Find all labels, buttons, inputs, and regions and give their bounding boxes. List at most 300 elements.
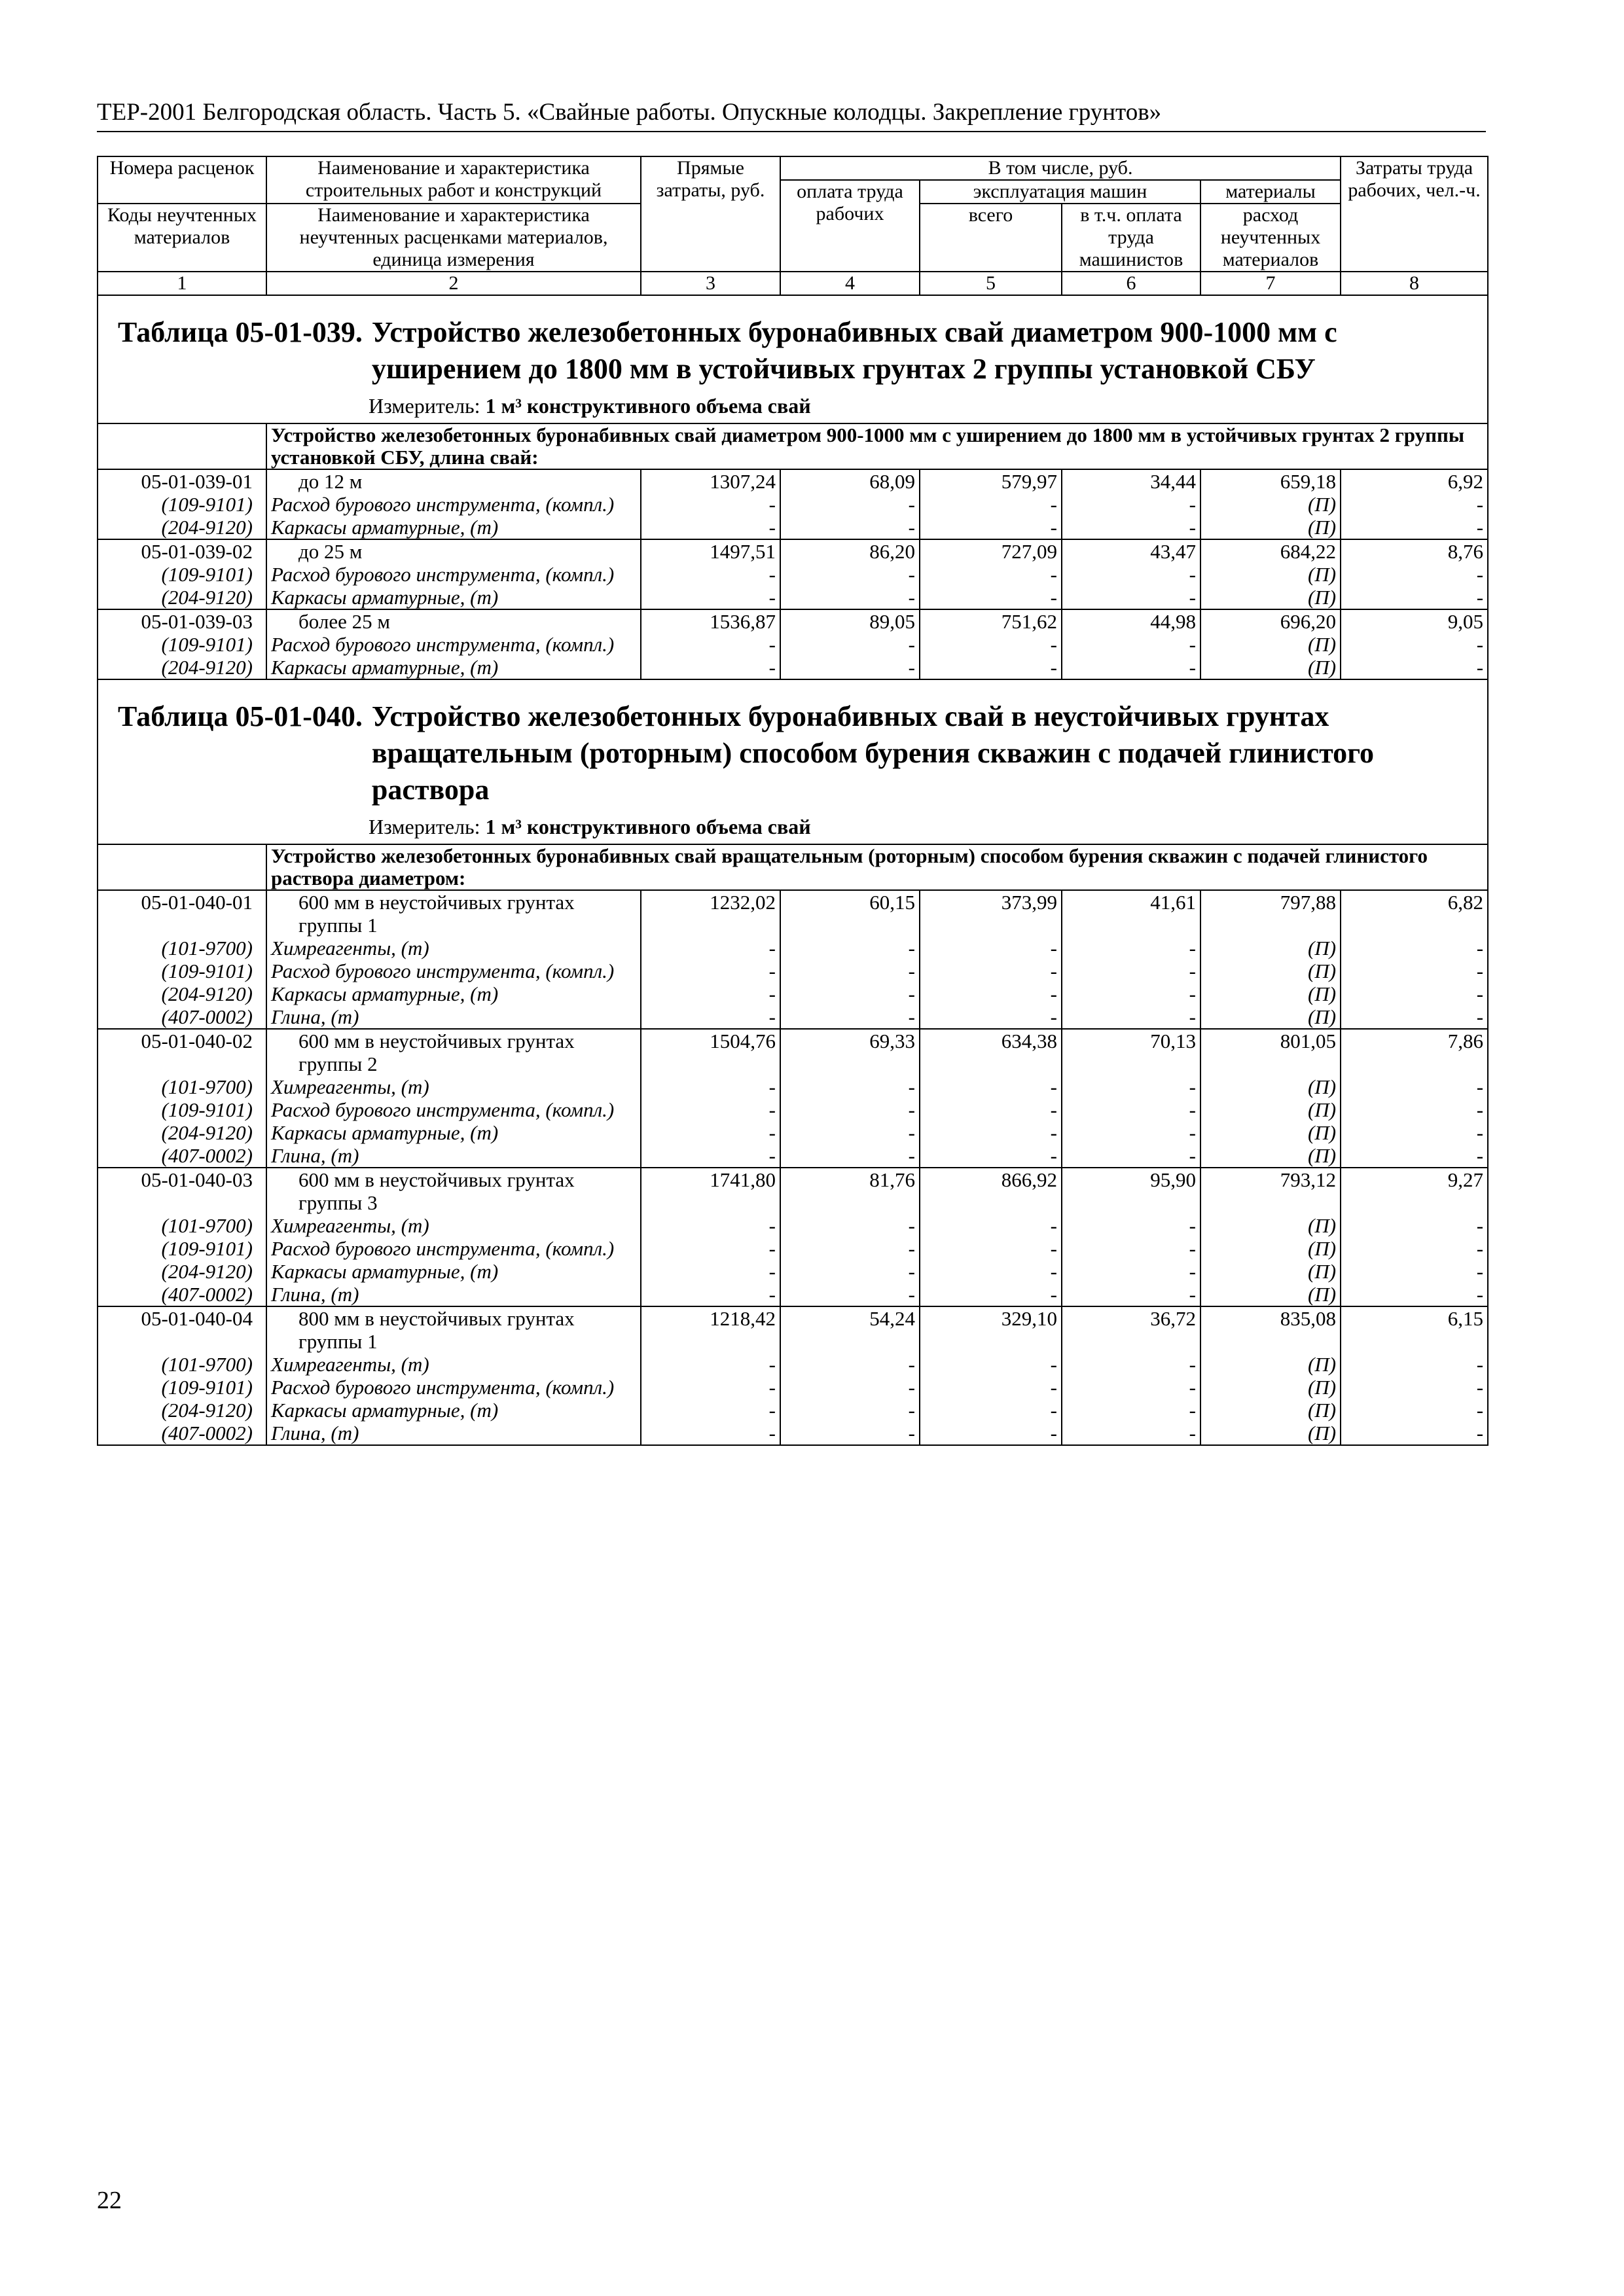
direct-costs-cell: - — [641, 1237, 780, 1260]
machine-total-cell: 751,62 — [920, 609, 1062, 633]
table-number: Таблица 05-01-039. — [118, 316, 363, 348]
table-header — [98, 156, 1488, 295]
direct-costs-cell: - — [641, 656, 780, 679]
direct-costs-cell: - — [641, 960, 780, 982]
materials-cell: (П) — [1200, 633, 1341, 656]
worker-wages-cell: - — [780, 1075, 920, 1098]
material-code: (109-9101) — [98, 1237, 266, 1260]
page-number: 22 — [97, 2187, 122, 2214]
rate-code: 05-01-040-01 — [98, 890, 266, 937]
worker-wages-cell: - — [780, 982, 920, 1005]
machine-total-cell: - — [920, 937, 1062, 960]
materials-cell: (П) — [1200, 960, 1341, 982]
direct-costs-cell: 1536,87 — [641, 609, 780, 633]
material-name: Глина, (т) — [266, 1005, 641, 1029]
labor-costs-cell: - — [1341, 1075, 1488, 1098]
rate-row — [98, 1168, 1488, 1214]
direct-costs-cell: 1232,02 — [641, 890, 780, 937]
measure-unit — [118, 393, 1468, 419]
materials-cell: (П) — [1200, 1399, 1341, 1422]
rate-row — [98, 539, 1488, 563]
header-rate-numbers: Номера расценок — [98, 156, 266, 204]
materials-cell: (П) — [1200, 1144, 1341, 1168]
machinist-wages-cell: - — [1062, 1422, 1200, 1445]
machine-total-cell: - — [920, 1144, 1062, 1168]
labor-costs-cell: - — [1341, 1422, 1488, 1445]
machinist-wages-cell: 95,90 — [1062, 1168, 1200, 1214]
material-name: Каркасы арматурные, (т) — [266, 1121, 641, 1144]
materials-cell: (П) — [1200, 493, 1341, 516]
worker-wages-cell: 89,05 — [780, 609, 920, 633]
machinist-wages-cell: - — [1062, 1376, 1200, 1399]
worker-wages-cell: 81,76 — [780, 1168, 920, 1214]
labor-costs-cell: 9,27 — [1341, 1168, 1488, 1214]
material-name: Расход бурового инструмента, (компл.) — [266, 493, 641, 516]
materials-cell: (П) — [1200, 982, 1341, 1005]
material-code: (101-9700) — [98, 1075, 266, 1098]
direct-costs-cell: 1307,24 — [641, 469, 780, 493]
machinist-wages-cell: 70,13 — [1062, 1029, 1200, 1075]
measure-label: Измеритель: — [369, 815, 480, 838]
worker-wages-cell: - — [780, 516, 920, 539]
material-row — [98, 1422, 1488, 1445]
materials-cell: (П) — [1200, 656, 1341, 679]
labor-costs-cell: 8,76 — [1341, 539, 1488, 563]
machine-total-cell: - — [920, 1214, 1062, 1237]
rate-name: 600 мм в неустойчивых грунтах группы 2 — [266, 1029, 641, 1075]
worker-wages-cell: - — [780, 1376, 920, 1399]
material-row — [98, 982, 1488, 1005]
material-row — [98, 1075, 1488, 1098]
material-name: Расход бурового инструмента, (компл.) — [266, 563, 641, 586]
material-code: (407-0002) — [98, 1005, 266, 1029]
labor-costs-cell: - — [1341, 656, 1488, 679]
materials-cell: (П) — [1200, 563, 1341, 586]
worker-wages-cell: - — [780, 1399, 920, 1422]
group-blank-cell — [98, 423, 266, 469]
worker-wages-cell: - — [780, 1144, 920, 1168]
direct-costs-cell: - — [641, 1283, 780, 1306]
header-machinist-wages: в т.ч. оплата труда машинистов — [1062, 204, 1200, 272]
worker-wages-cell: - — [780, 937, 920, 960]
material-name: Каркасы арматурные, (т) — [266, 1260, 641, 1283]
worker-wages-cell: - — [780, 493, 920, 516]
group-blank-cell — [98, 844, 266, 890]
material-row — [98, 1399, 1488, 1422]
machine-total-cell: 579,97 — [920, 469, 1062, 493]
material-code: (407-0002) — [98, 1144, 266, 1168]
material-code: (204-9120) — [98, 656, 266, 679]
machinist-wages-cell: - — [1062, 656, 1200, 679]
machine-total-cell: - — [920, 563, 1062, 586]
column-number: 5 — [920, 272, 1062, 295]
material-code: (204-9120) — [98, 516, 266, 539]
worker-wages-cell: - — [780, 1422, 920, 1445]
worker-wages-cell: - — [780, 1005, 920, 1029]
direct-costs-cell: 1497,51 — [641, 539, 780, 563]
direct-costs-cell: - — [641, 982, 780, 1005]
machine-total-cell: - — [920, 1422, 1062, 1445]
machinist-wages-cell: - — [1062, 1144, 1200, 1168]
materials-cell: (П) — [1200, 586, 1341, 609]
machine-total-cell: - — [920, 656, 1062, 679]
material-row — [98, 1005, 1488, 1029]
material-row — [98, 937, 1488, 960]
materials-cell: 684,22 — [1200, 539, 1341, 563]
machine-total-cell: - — [920, 1098, 1062, 1121]
rate-row — [98, 1029, 1488, 1075]
material-code: (204-9120) — [98, 1399, 266, 1422]
header-including: В том числе, руб. — [780, 156, 1341, 180]
rate-code: 05-01-039-02 — [98, 539, 266, 563]
measure-unit — [118, 814, 1468, 840]
materials-cell: (П) — [1200, 1283, 1341, 1306]
labor-costs-cell: - — [1341, 1214, 1488, 1237]
labor-costs-cell: - — [1341, 1353, 1488, 1376]
materials-cell: (П) — [1200, 1237, 1341, 1260]
table-section-05-01-039 — [98, 295, 1488, 679]
material-row — [98, 1144, 1488, 1168]
material-row — [98, 1121, 1488, 1144]
material-code: (204-9120) — [98, 1121, 266, 1144]
material-code: (407-0002) — [98, 1283, 266, 1306]
worker-wages-cell: 54,24 — [780, 1306, 920, 1353]
header-machine-operation: эксплуатация машин — [920, 180, 1200, 204]
material-name: Каркасы арматурные, (т) — [266, 656, 641, 679]
worker-wages-cell: - — [780, 1353, 920, 1376]
measure-value: 1 м³ конструктивного объема свай — [485, 815, 811, 838]
table-title — [118, 698, 1468, 808]
material-code: (101-9700) — [98, 1214, 266, 1237]
worker-wages-cell: - — [780, 563, 920, 586]
machine-total-cell: 727,09 — [920, 539, 1062, 563]
rate-code: 05-01-040-04 — [98, 1306, 266, 1353]
worker-wages-cell: 68,09 — [780, 469, 920, 493]
materials-cell: (П) — [1200, 1075, 1341, 1098]
material-name: Глина, (т) — [266, 1144, 641, 1168]
rate-name: 600 мм в неустойчивых грунтах группы 3 — [266, 1168, 641, 1214]
material-row — [98, 493, 1488, 516]
machine-total-cell: - — [920, 982, 1062, 1005]
machinist-wages-cell: - — [1062, 1399, 1200, 1422]
direct-costs-cell: 1504,76 — [641, 1029, 780, 1075]
machine-total-cell: 634,38 — [920, 1029, 1062, 1075]
material-row — [98, 516, 1488, 539]
material-name: Каркасы арматурные, (т) — [266, 982, 641, 1005]
machinist-wages-cell: 44,98 — [1062, 609, 1200, 633]
material-code: (204-9120) — [98, 586, 266, 609]
materials-cell: (П) — [1200, 1121, 1341, 1144]
machinist-wages-cell: - — [1062, 1283, 1200, 1306]
material-row — [98, 633, 1488, 656]
machine-total-cell: - — [920, 516, 1062, 539]
direct-costs-cell: - — [641, 516, 780, 539]
machinist-wages-cell: - — [1062, 937, 1200, 960]
materials-cell: (П) — [1200, 1422, 1341, 1445]
worker-wages-cell: - — [780, 1214, 920, 1237]
labor-costs-cell: - — [1341, 982, 1488, 1005]
worker-wages-cell: - — [780, 1098, 920, 1121]
material-row — [98, 1260, 1488, 1283]
material-row — [98, 1353, 1488, 1376]
labor-costs-cell: - — [1341, 1098, 1488, 1121]
direct-costs-cell: - — [641, 1260, 780, 1283]
material-name: Каркасы арматурные, (т) — [266, 1399, 641, 1422]
direct-costs-cell: - — [641, 1121, 780, 1144]
table-name: Устройство железобетонных буронабивных свай диаметром 900-1000 мм с уширением до 1800 мм в устойчивых грунтах 2 группы установкой СБУ — [371, 316, 1337, 385]
material-row — [98, 960, 1488, 982]
machine-total-cell: - — [920, 633, 1062, 656]
direct-costs-cell: - — [641, 1399, 780, 1422]
header-direct-costs: Прямые затраты, руб. — [641, 156, 780, 272]
material-code: (109-9101) — [98, 633, 266, 656]
labor-costs-cell: 6,15 — [1341, 1306, 1488, 1353]
machine-total-cell: - — [920, 1260, 1062, 1283]
labor-costs-cell: - — [1341, 516, 1488, 539]
labor-costs-cell: - — [1341, 1005, 1488, 1029]
material-name: Химреагенты, (т) — [266, 1075, 641, 1098]
rate-name: более 25 м — [266, 609, 641, 633]
material-row — [98, 1283, 1488, 1306]
column-number: 8 — [1341, 272, 1488, 295]
machine-total-cell: - — [920, 1283, 1062, 1306]
direct-costs-cell: - — [641, 1422, 780, 1445]
rate-code: 05-01-039-01 — [98, 469, 266, 493]
material-code: (407-0002) — [98, 1422, 266, 1445]
materials-cell: (П) — [1200, 937, 1341, 960]
labor-costs-cell: - — [1341, 1260, 1488, 1283]
material-row — [98, 1214, 1488, 1237]
material-row — [98, 1376, 1488, 1399]
machinist-wages-cell: - — [1062, 563, 1200, 586]
rate-name: до 12 м — [266, 469, 641, 493]
column-number: 2 — [266, 272, 641, 295]
group-heading: Устройство железобетонных буронабивных свай диаметром 900-1000 мм с уширением до 1800 мм в устойчивых грунтах 2 группы установкой СБУ, длина свай: — [266, 423, 1488, 469]
material-code: (101-9700) — [98, 937, 266, 960]
materials-cell: (П) — [1200, 1353, 1341, 1376]
direct-costs-cell: - — [641, 586, 780, 609]
machine-total-cell: - — [920, 493, 1062, 516]
machine-total-cell: 373,99 — [920, 890, 1062, 937]
rates-table — [97, 156, 1489, 1446]
direct-costs-cell: - — [641, 1353, 780, 1376]
header-worker-wages: оплата труда рабочих — [780, 180, 920, 272]
table-title — [118, 314, 1468, 387]
machinist-wages-cell: 41,61 — [1062, 890, 1200, 937]
table-title-row — [98, 679, 1488, 844]
labor-costs-cell: - — [1341, 1283, 1488, 1306]
materials-cell: (П) — [1200, 1214, 1341, 1237]
worker-wages-cell: - — [780, 656, 920, 679]
materials-cell: (П) — [1200, 1005, 1341, 1029]
direct-costs-cell: - — [641, 1376, 780, 1399]
labor-costs-cell: - — [1341, 1237, 1488, 1260]
machinist-wages-cell: - — [1062, 1121, 1200, 1144]
machinist-wages-cell: - — [1062, 1005, 1200, 1029]
material-name: Глина, (т) — [266, 1283, 641, 1306]
direct-costs-cell: 1218,42 — [641, 1306, 780, 1353]
materials-cell: 696,20 — [1200, 609, 1341, 633]
labor-costs-cell: - — [1341, 633, 1488, 656]
table-name: Устройство железобетонных буронабивных свай в неустойчивых грунтах вращательным (роторным) способом бурения скважин с подачей глинистого раствора — [371, 700, 1375, 806]
machine-total-cell: - — [920, 960, 1062, 982]
machine-total-cell: 866,92 — [920, 1168, 1062, 1214]
table-title-cell — [98, 679, 1488, 844]
material-name: Расход бурового инструмента, (компл.) — [266, 633, 641, 656]
column-number: 1 — [98, 272, 266, 295]
materials-cell: 797,88 — [1200, 890, 1341, 937]
machinist-wages-cell: - — [1062, 586, 1200, 609]
measure-label: Измеритель: — [369, 394, 480, 418]
direct-costs-cell: - — [641, 493, 780, 516]
machinist-wages-cell: - — [1062, 493, 1200, 516]
machinist-wages-cell: - — [1062, 633, 1200, 656]
worker-wages-cell: 60,15 — [780, 890, 920, 937]
machinist-wages-cell: - — [1062, 982, 1200, 1005]
machine-total-cell: - — [920, 1121, 1062, 1144]
material-code: (101-9700) — [98, 1353, 266, 1376]
material-code: (109-9101) — [98, 1098, 266, 1121]
rate-name: до 25 м — [266, 539, 641, 563]
worker-wages-cell: - — [780, 1283, 920, 1306]
direct-costs-cell: - — [641, 1075, 780, 1098]
material-name: Химреагенты, (т) — [266, 1214, 641, 1237]
column-number: 3 — [641, 272, 780, 295]
machine-total-cell: - — [920, 586, 1062, 609]
material-name: Глина, (т) — [266, 1422, 641, 1445]
materials-cell: 835,08 — [1200, 1306, 1341, 1353]
direct-costs-cell: - — [641, 1144, 780, 1168]
direct-costs-cell: - — [641, 633, 780, 656]
group-heading-row — [98, 844, 1488, 890]
direct-costs-cell: 1741,80 — [641, 1168, 780, 1214]
material-code: (204-9120) — [98, 1260, 266, 1283]
table-title-cell — [98, 295, 1488, 423]
direct-costs-cell: - — [641, 563, 780, 586]
worker-wages-cell: - — [780, 1121, 920, 1144]
material-name: Расход бурового инструмента, (компл.) — [266, 1098, 641, 1121]
machinist-wages-cell: 36,72 — [1062, 1306, 1200, 1353]
column-number: 7 — [1200, 272, 1341, 295]
materials-cell: 793,12 — [1200, 1168, 1341, 1214]
group-heading-row — [98, 423, 1488, 469]
rate-name: 600 мм в неустойчивых грунтах группы 1 — [266, 890, 641, 937]
direct-costs-cell: - — [641, 1214, 780, 1237]
machine-total-cell: - — [920, 1399, 1062, 1422]
machinist-wages-cell: - — [1062, 1098, 1200, 1121]
table-number: Таблица 05-01-040. — [118, 700, 363, 732]
labor-costs-cell: - — [1341, 493, 1488, 516]
material-row — [98, 586, 1488, 609]
rate-code: 05-01-039-03 — [98, 609, 266, 633]
material-code: (109-9101) — [98, 960, 266, 982]
rate-name: 800 мм в неустойчивых грунтах группы 1 — [266, 1306, 641, 1353]
table-title-row — [98, 295, 1488, 423]
labor-costs-cell: - — [1341, 563, 1488, 586]
page-header: ТЕР-2001 Белгородская область. Часть 5. «Свайные работы. Опускные колодцы. Закрепление грунтов» — [97, 97, 1486, 132]
material-row — [98, 656, 1488, 679]
materials-cell: (П) — [1200, 516, 1341, 539]
labor-costs-cell: 6,82 — [1341, 890, 1488, 937]
worker-wages-cell: - — [780, 633, 920, 656]
machinist-wages-cell: - — [1062, 1237, 1200, 1260]
rate-code: 05-01-040-03 — [98, 1168, 266, 1214]
materials-cell: (П) — [1200, 1098, 1341, 1121]
machinist-wages-cell: - — [1062, 1075, 1200, 1098]
machinist-wages-cell: 43,47 — [1062, 539, 1200, 563]
machinist-wages-cell: - — [1062, 1260, 1200, 1283]
material-name: Химреагенты, (т) — [266, 937, 641, 960]
machine-total-cell: - — [920, 1237, 1062, 1260]
material-code: (109-9101) — [98, 1376, 266, 1399]
material-code: (109-9101) — [98, 563, 266, 586]
labor-costs-cell: - — [1341, 1144, 1488, 1168]
measure-value: 1 м³ конструктивного объема свай — [485, 394, 811, 418]
rate-row — [98, 609, 1488, 633]
materials-cell: 659,18 — [1200, 469, 1341, 493]
worker-wages-cell: - — [780, 1237, 920, 1260]
machinist-wages-cell: - — [1062, 960, 1200, 982]
labor-costs-cell: 6,92 — [1341, 469, 1488, 493]
machinist-wages-cell: - — [1062, 1353, 1200, 1376]
machinist-wages-cell: - — [1062, 516, 1200, 539]
rate-row — [98, 890, 1488, 937]
labor-costs-cell: - — [1341, 1121, 1488, 1144]
rate-row — [98, 1306, 1488, 1353]
labor-costs-cell: - — [1341, 1399, 1488, 1422]
material-code: (109-9101) — [98, 493, 266, 516]
machine-total-cell: - — [920, 1075, 1062, 1098]
machinist-wages-cell: 34,44 — [1062, 469, 1200, 493]
header-work-name: Наименование и характеристика строительных работ и конструкций — [266, 156, 641, 204]
material-code: (204-9120) — [98, 982, 266, 1005]
machine-total-cell: - — [920, 1005, 1062, 1029]
materials-cell: (П) — [1200, 1376, 1341, 1399]
materials-cell: 801,05 — [1200, 1029, 1341, 1075]
direct-costs-cell: - — [641, 1098, 780, 1121]
material-name: Каркасы арматурные, (т) — [266, 586, 641, 609]
header-unaccounted-materials: расход неучтенных материалов — [1200, 204, 1341, 272]
materials-cell: (П) — [1200, 1260, 1341, 1283]
column-number: 6 — [1062, 272, 1200, 295]
labor-costs-cell: - — [1341, 1376, 1488, 1399]
direct-costs-cell: - — [641, 1005, 780, 1029]
material-name: Расход бурового инструмента, (компл.) — [266, 1237, 641, 1260]
machinist-wages-cell: - — [1062, 1214, 1200, 1237]
material-row — [98, 563, 1488, 586]
header-machine-total: всего — [920, 204, 1062, 272]
machine-total-cell: - — [920, 1353, 1062, 1376]
labor-costs-cell: - — [1341, 960, 1488, 982]
material-name: Расход бурового инструмента, (компл.) — [266, 1376, 641, 1399]
labor-costs-cell: - — [1341, 586, 1488, 609]
labor-costs-cell: - — [1341, 937, 1488, 960]
worker-wages-cell: 69,33 — [780, 1029, 920, 1075]
labor-costs-cell: 9,05 — [1341, 609, 1488, 633]
worker-wages-cell: - — [780, 586, 920, 609]
header-labor-costs: Затраты труда рабочих, чел.-ч. — [1341, 156, 1488, 272]
column-number: 4 — [780, 272, 920, 295]
table-section-05-01-040 — [98, 679, 1488, 1445]
header-materials: материалы — [1200, 180, 1341, 204]
worker-wages-cell: 86,20 — [780, 539, 920, 563]
rate-row — [98, 469, 1488, 493]
material-name: Расход бурового инструмента, (компл.) — [266, 960, 641, 982]
header-material-name: Наименование и характеристика неучтенных расценками материалов, единица измерения — [266, 204, 641, 272]
machine-total-cell: - — [920, 1376, 1062, 1399]
material-row — [98, 1098, 1488, 1121]
material-name: Каркасы арматурные, (т) — [266, 516, 641, 539]
